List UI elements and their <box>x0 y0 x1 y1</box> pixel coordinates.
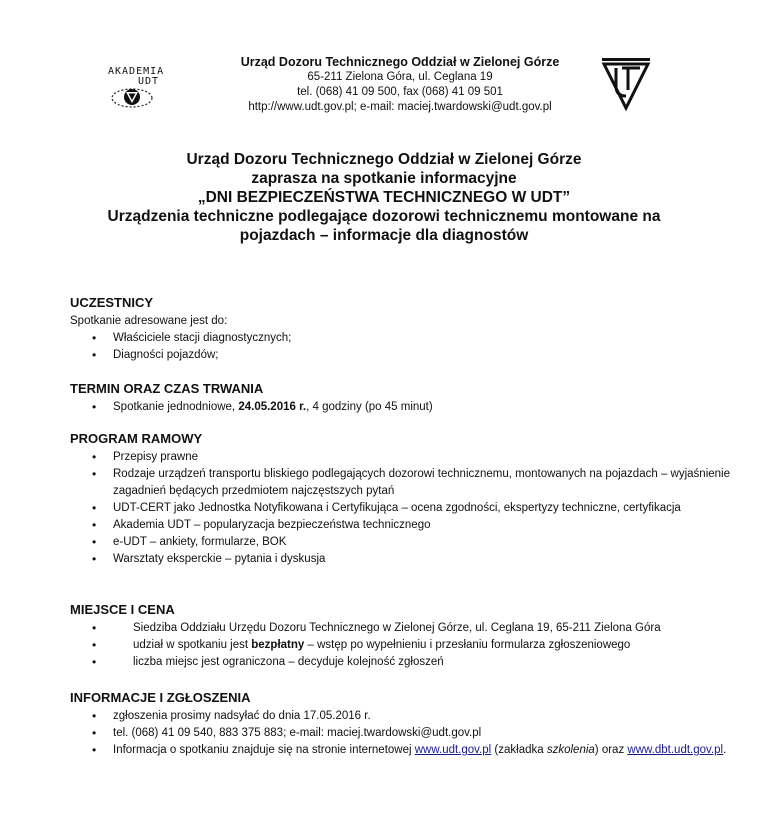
participants-intro: Spotkanie adresowane jest do: <box>70 315 228 327</box>
title-line-5: pojazdach – informacje dla diagnostów <box>239 227 529 244</box>
title-line-4: Urządzenia techniczne podlegające dozorowi technicznemu montowane na <box>107 208 661 225</box>
place-list <box>70 620 730 671</box>
list-item: • Siedziba Oddziału Urzędu Dozoru Technicznego w Zielonej Górze, ul. Ceglana 19, 65-211 Zielona Góra <box>70 620 730 637</box>
list-item: • Właściciele stacji diagnostycznych; <box>70 330 730 347</box>
list-item: • zgłoszenia prosimy nadsyłać do dnia 17.05.2016 r. <box>70 708 730 725</box>
udt-logo <box>598 56 654 112</box>
list-item: • UDT-CERT jako Jednostka Notyfikowana i Certyfikująca – ocena zgodności, ekspertyzy techniczne, certyfikacja <box>70 500 730 517</box>
akademia-udt-logo <box>100 58 178 118</box>
place-fee-text: udział w spotkaniu jest <box>133 639 252 651</box>
logo-text-udt: UDT <box>138 76 160 87</box>
place-fee-note: – wstęp po wypełnieniu i przesłaniu formularza zgłoszeniowego <box>304 639 631 651</box>
info-web-after: ) oraz <box>594 744 628 756</box>
list-item <box>70 637 730 654</box>
term-date: 24.05.2016 r. <box>238 401 307 413</box>
place-fee-free: bezpłatny <box>251 639 305 651</box>
info-web-mid: (zakładka <box>491 744 547 756</box>
udt-website-link[interactable]: www.udt.gov.pl <box>414 744 492 756</box>
list-item: • Przepisy prawne <box>70 449 730 466</box>
place-heading: MIEJSCE I CENA <box>70 602 175 617</box>
udt-logo-icon <box>598 56 654 112</box>
list-item <box>70 399 730 416</box>
term-duration: , 4 godziny (po 45 minut) <box>306 401 433 413</box>
section-program <box>70 430 730 568</box>
header-web: http://www.udt.gov.pl; e-mail: maciej.twardowski@udt.gov.pl <box>248 101 552 113</box>
program-list <box>70 449 730 568</box>
section-place <box>70 601 730 671</box>
header-office-name: Urząd Dozoru Technicznego Oddział w Zielonej Górze <box>240 55 560 69</box>
header-phone: tel. (068) 41 09 500, fax (068) 41 09 501 <box>297 86 503 98</box>
title-line-2: zaprasza na spotkanie informacyjne <box>251 170 517 187</box>
section-info <box>70 689 730 759</box>
list-item <box>70 742 730 759</box>
term-text: Spotkanie jednodniowe, <box>113 401 239 413</box>
title-line-3: „DNI BEZPIECZEŃSTWA TECHNICZNEGO W UDT” <box>197 189 571 206</box>
participants-list <box>70 330 730 364</box>
info-heading: INFORMACJE I ZGŁOSZENIA <box>70 690 251 705</box>
logo-text-akademia: AKADEMIA <box>108 66 165 77</box>
section-term <box>70 380 730 416</box>
info-web-text: Informacja o spotkaniu znajduje się na stronie internetowej <box>113 744 415 756</box>
list-item: • Akademia UDT – popularyzacja bezpieczeństwa technicznego <box>70 517 730 534</box>
info-web-end: . <box>723 744 727 756</box>
program-heading: PROGRAM RAMOWY <box>70 431 203 446</box>
list-item: • Rodzaje urządzeń transportu bliskiego podlegających dozorowi technicznemu, montowanych na pojazdach – wyjaśnienie zagadnień będących przedmiotem najczęstszych pytań <box>70 466 730 500</box>
title-line-1: Urząd Dozoru Technicznego Oddział w Zielonej Górze <box>186 151 582 168</box>
list-item: • Warsztaty eksperckie – pytania i dyskusja <box>70 551 730 568</box>
list-item: • liczba miejsc jest ograniczona – decyduje kolejność zgłoszeń <box>70 654 730 671</box>
header-address: 65-211 Zielona Góra, ul. Ceglana 19 <box>307 71 493 83</box>
participants-heading: UCZESTNICY <box>70 295 154 310</box>
info-list <box>70 708 730 759</box>
list-item: • Diagności pojazdów; <box>70 347 730 364</box>
udt-academy-logo-icon <box>110 78 160 112</box>
section-participants <box>70 294 730 364</box>
dbt-website-link[interactable]: www.dbt.udt.gov.pl <box>627 744 724 756</box>
list-item: • tel. (068) 41 09 540, 883 375 883; e-mail: maciej.twardowski@udt.gov.pl <box>70 725 730 742</box>
list-item: • e-UDT – ankiety, formularze, BOK <box>70 534 730 551</box>
term-list <box>70 399 730 416</box>
term-heading: TERMIN ORAZ CZAS TRWANIA <box>70 381 264 396</box>
info-web-tab: szkolenia <box>546 744 595 756</box>
letterhead <box>200 55 600 115</box>
invitation-title <box>40 150 728 245</box>
